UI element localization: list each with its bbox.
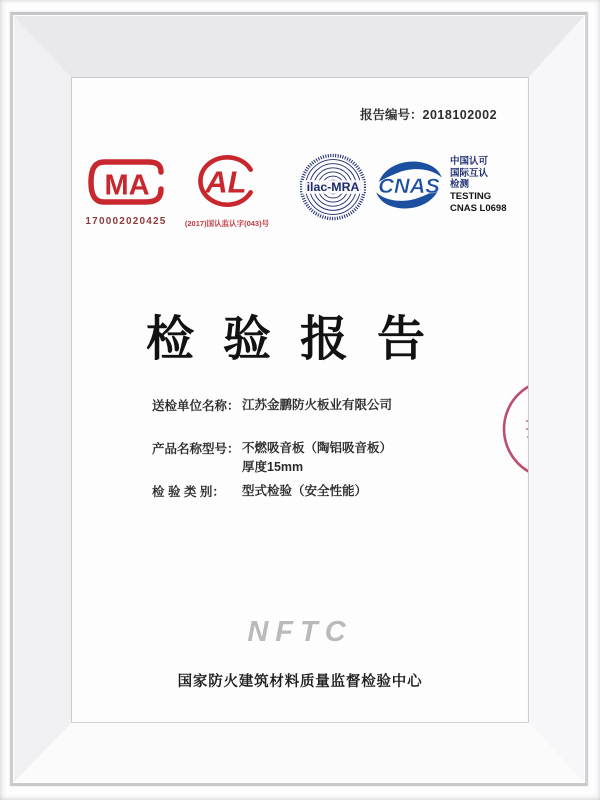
field-value-line2: 厚度15mm xyxy=(242,460,304,474)
field-value: 型式检验（安全性能） xyxy=(242,484,368,498)
cma-mark-icon xyxy=(87,158,165,206)
issuing-organization-name: 国家防火建筑材料质量监督检验中心 xyxy=(177,674,423,690)
cma-mark-text: MA xyxy=(104,169,150,202)
cnas-line-1: 中国认可 xyxy=(450,156,489,167)
cal-caption: (2017)国认监认字(043)号 xyxy=(184,219,270,228)
red-seal-partial xyxy=(501,377,528,481)
cal-certification-block xyxy=(184,152,270,229)
certificate-paper xyxy=(72,78,528,722)
field-value: 江苏金鹏防火板业有限公司 xyxy=(242,398,393,412)
cnas-line-2: 国际互认 xyxy=(450,167,489,179)
ilac-mra-mark-text: ilac-MRA xyxy=(306,180,360,195)
field-label: 送检单位名称： xyxy=(152,399,240,413)
cal-mark-text: AL xyxy=(205,164,247,200)
cnas-line-4: TESTING xyxy=(450,190,492,202)
report-number-label: 报告编号： xyxy=(360,108,423,122)
ilac-mra-mark-icon xyxy=(300,152,366,222)
cma-certification-block xyxy=(82,158,170,227)
cnas-mark-text: CNAS xyxy=(378,172,440,198)
field-label: 产品名称型号： xyxy=(152,442,240,456)
certificate-title: 检验报告 xyxy=(145,313,454,366)
cnas-line-3: 检测 xyxy=(450,179,470,190)
field-label: 检 验 类 别： xyxy=(152,485,225,499)
cal-mark-icon xyxy=(191,152,263,210)
report-number-value: 2018102002 xyxy=(422,108,498,122)
red-seal-icon xyxy=(501,377,528,481)
cma-certificate-code: 170002020425 xyxy=(85,216,167,227)
cnas-accreditation-text xyxy=(450,156,522,216)
report-number-line xyxy=(360,105,497,123)
nftc-watermark-logo: NFTC xyxy=(247,616,353,648)
cnas-mark-block xyxy=(372,157,446,218)
ilac-mra-block xyxy=(300,152,366,227)
field-value-line1: 不燃吸音板（陶铝吸音板） xyxy=(242,441,393,455)
field-value xyxy=(242,439,392,477)
cnas-mark-icon xyxy=(372,157,446,213)
cnas-line-5: CNAS L0698 xyxy=(450,203,507,214)
